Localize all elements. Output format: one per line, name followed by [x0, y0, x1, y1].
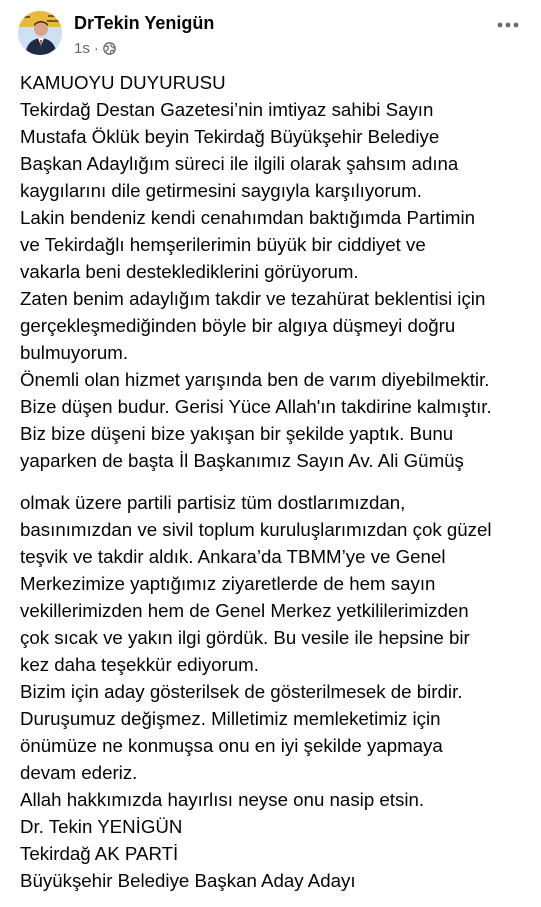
meta-separator: ·	[93, 39, 99, 57]
post-text-line: Mustafa Öklük beyin Tekirdağ Büyükşehir Belediye	[20, 126, 440, 147]
post-text-line: Lakin bendeniz kendi cenahımdan baktığımda Partimin	[20, 207, 476, 228]
post-text-line: Başkan Adaylığım süreci ile ilgili olarak şahsım adına	[20, 153, 459, 174]
author-name[interactable]: DrTekin Yenigün	[74, 13, 215, 33]
post-text-line: olmak üzere partili partisiz tüm dostlarımızdan,	[20, 492, 406, 513]
more-options-icon[interactable]	[493, 14, 523, 36]
post-text-line: Dr. Tekin YENİGÜN	[20, 816, 183, 837]
post-text-line: Biz bize düşeni bize yakışan bir şekilde yaptık. Bunu	[20, 423, 454, 444]
post-text-line: Duruşumuz değişmez. Milletimiz memleketimiz için	[20, 708, 441, 729]
post-text-line: Tekirdağ Destan Gazetesi’nin imtiyaz sahibi Sayın	[20, 99, 434, 120]
post-text-line: çok sıcak ve yakın ilgi gördük. Bu vesile ile hepsine bir	[20, 627, 470, 648]
post-text-line: vekillerimizden hem de Genel Merkez yetkililerimizden	[20, 600, 469, 621]
post-text-line: Merkezimize yaptığımız ziyaretlerde de hem sayın	[20, 573, 436, 594]
post-text-line: bulmuyorum.	[20, 342, 129, 363]
post-text-line: Bizim için aday gösterilsek de gösterilmesek de birdir.	[20, 681, 463, 702]
post-timestamp[interactable]: 1s	[74, 39, 90, 57]
post-text-line: devam ederiz.	[20, 762, 138, 783]
post-text-line: Bize düşen budur. Gerisi Yüce Allah'ın takdirine kalmıştır.	[20, 396, 492, 417]
post-text-line: teşvik ve takdir aldık. Ankara’da TBMM’ye ve Genel	[20, 546, 446, 567]
post-text-line: Tekirdağ AK PARTİ	[20, 843, 179, 864]
avatar[interactable]	[18, 11, 62, 55]
post-text-line: KAMUOYU DUYURUSU	[20, 72, 226, 93]
post-meta	[74, 38, 116, 58]
avatar-photo	[18, 11, 62, 55]
post-text-line: kaygılarını dile getirmesini saygıyla karşılıyorum.	[20, 180, 422, 201]
post-text-line: basınımızdan ve sivil toplum kuruluşlarımızdan çok güzel	[20, 519, 492, 540]
post-text-line: önümüze ne konmuşsa onu en iyi şekilde yapmaya	[20, 735, 443, 756]
post-text-line: gerçekleşmediğinden böyle bir algıya düşmeyi doğru	[20, 315, 456, 336]
post-text-line: Allah hakkımızda hayırlısı neyse onu nasip etsin.	[20, 789, 425, 810]
post-text-part-1	[20, 69, 535, 474]
post-text-line: ve Tekirdağlı hemşerilerimin büyük bir ciddiyet ve	[20, 234, 426, 255]
post-text-line: kez daha teşekkür ediyorum.	[20, 654, 259, 675]
post-text-line: Büyükşehir Belediye Başkan Aday Adayı	[20, 870, 356, 891]
post-text-part-2	[20, 489, 535, 894]
post-text-line: Önemli olan hizmet yarışında ben de varım diyebilmektir.	[20, 369, 490, 390]
globe-icon[interactable]	[103, 42, 116, 55]
post-text-line: vakarla beni desteklediklerini görüyorum.	[20, 261, 359, 282]
post-text-line: yaparken de başta İl Başkanımız Sayın Av. Ali Gümüş	[20, 450, 464, 471]
post-text-line: Zaten benim adaylığım takdir ve tezahürat beklentisi için	[20, 288, 486, 309]
post-header	[0, 0, 541, 66]
